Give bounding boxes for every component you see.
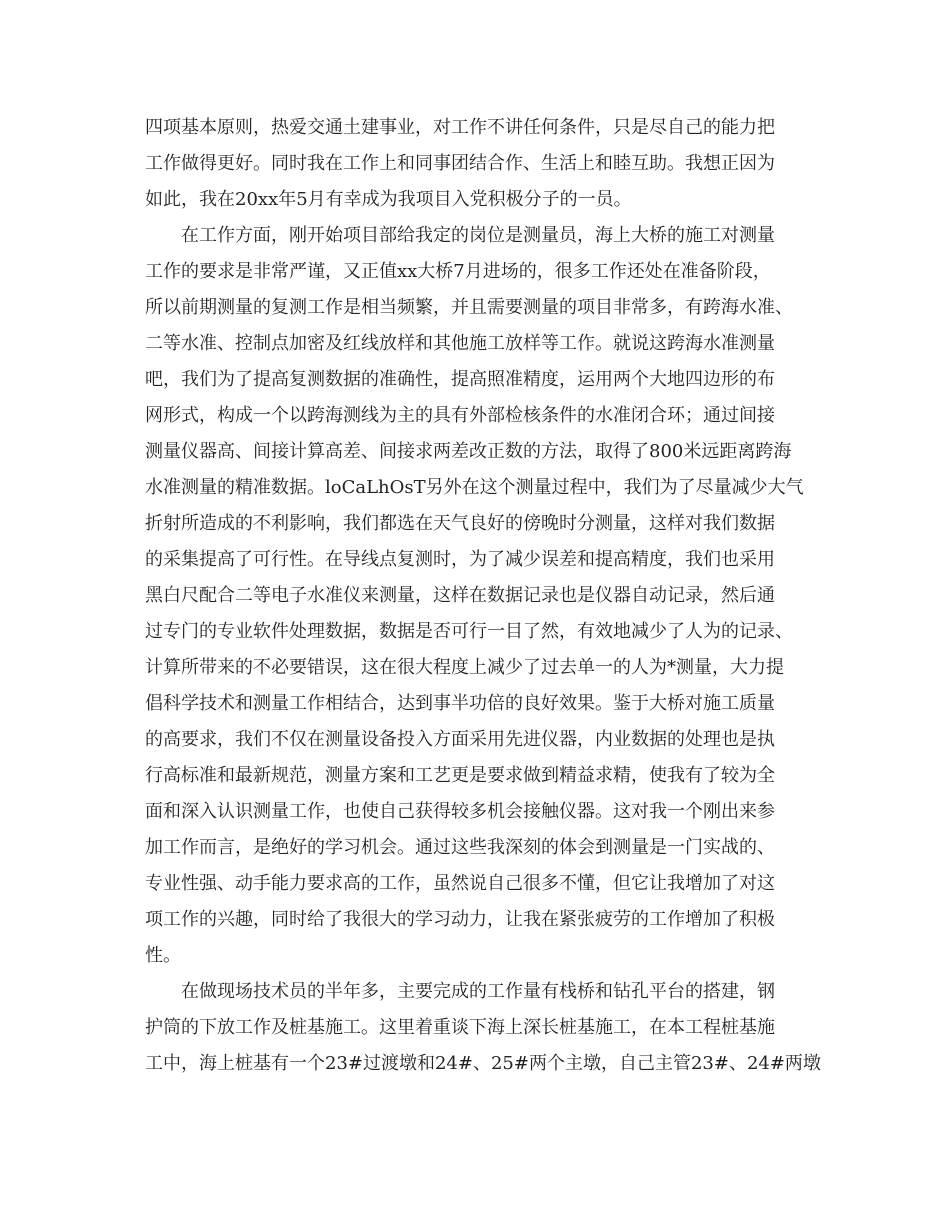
text-line: 测量仪器高、间接计算高差、间接求两差改正数的方法，取得了800米远距离跨海 <box>145 441 792 462</box>
text-line: 吧，我们为了提高复测数据的准确性，提高照准精度，运用两个大地四边形的布 <box>145 369 775 390</box>
text-line: 网形式，构成一个以跨海测线为主的具有外部检核条件的水准闭合环；通过间接 <box>145 405 775 426</box>
text-line: 项工作的兴趣，同时给了我很大的学习动力，让我在紧张疲劳的工作增加了积极 <box>145 909 775 930</box>
text-line: 面和深入认识测量工作，也使自己获得较多机会接触仪器。这对我一个刚出来参 <box>145 801 775 822</box>
text-line: 水准测量的精准数据。loCaLhOsT另外在这个测量过程中，我们为了尽量减少大气 <box>145 477 804 498</box>
text-line: 性。 <box>145 945 181 966</box>
text-line: 二等水准、控制点加密及红线放样和其他施工放样等工作。就说这跨海水准测量 <box>145 333 775 354</box>
text-line: 所以前期测量的复测工作是相当频繁，并且需要测量的项目非常多，有跨海水准、 <box>145 297 793 318</box>
text-line: 如此，我在20xx年5月有幸成为我项目入党积极分子的一员。 <box>145 189 632 210</box>
text-line: 的采集提高了可行性。在导线点复测时，为了减少误差和提高精度，我们也采用 <box>145 549 775 570</box>
text-line: 黑白尺配合二等电子水准仪来测量，这样在数据记录也是仪器自动记录，然后通 <box>145 585 775 606</box>
text-line: 行高标准和最新规范，测量方案和工艺更是要求做到精益求精，使我有了较为全 <box>145 765 775 786</box>
text-line: 四项基本原则，热爱交通土建事业，对工作不讲任何条件，只是尽自己的能力把 <box>145 117 775 138</box>
text-line: 工中，海上桩基有一个23#过渡墩和24#、25#两个主墩，自己主管23#、24#两墩 <box>145 1053 821 1074</box>
text-line: 在工作方面，刚开始项目部给我定的岗位是测量员，海上大桥的施工对测量 <box>181 225 775 246</box>
text-line: 计算所带来的不必要错误，这在很大程度上减少了过去单一的人为*测量，大力提 <box>145 657 784 678</box>
text-line: 倡科学技术和测量工作相结合，达到事半功倍的良好效果。鉴于大桥对施工质量 <box>145 693 775 714</box>
text-line: 工作做得更好。同时我在工作上和同事团结合作、生活上和睦互助。我想正因为 <box>145 153 775 174</box>
text-line: 护筒的下放工作及桩基施工。这里着重谈下海上深长桩基施工，在本工程桩基施 <box>145 1017 775 1038</box>
text-line: 在做现场技术员的半年多，主要完成的工作量有栈桥和钻孔平台的搭建，钢 <box>181 981 775 1002</box>
text-line: 加工作而言，是绝好的学习机会。通过这些我深刻的体会到测量是一门实战的、 <box>145 837 775 858</box>
text-line: 过专门的专业软件处理数据，数据是否可行一目了然，有效地减少了人为的记录、 <box>145 621 793 642</box>
text-line: 专业性强、动手能力要求高的工作，虽然说自己很多不懂，但它让我增加了对这 <box>145 873 775 894</box>
text-line: 折射所造成的不利影响，我们都选在天气良好的傍晚时分测量，这样对我们数据 <box>145 513 775 534</box>
text-line: 工作的要求是非常严谨，又正值xx大桥7月进场的，很多工作还处在准备阶段， <box>145 261 771 282</box>
text-line: 的高要求，我们不仅在测量设备投入方面采用先进仪器，内业数据的处理也是执 <box>145 729 775 750</box>
